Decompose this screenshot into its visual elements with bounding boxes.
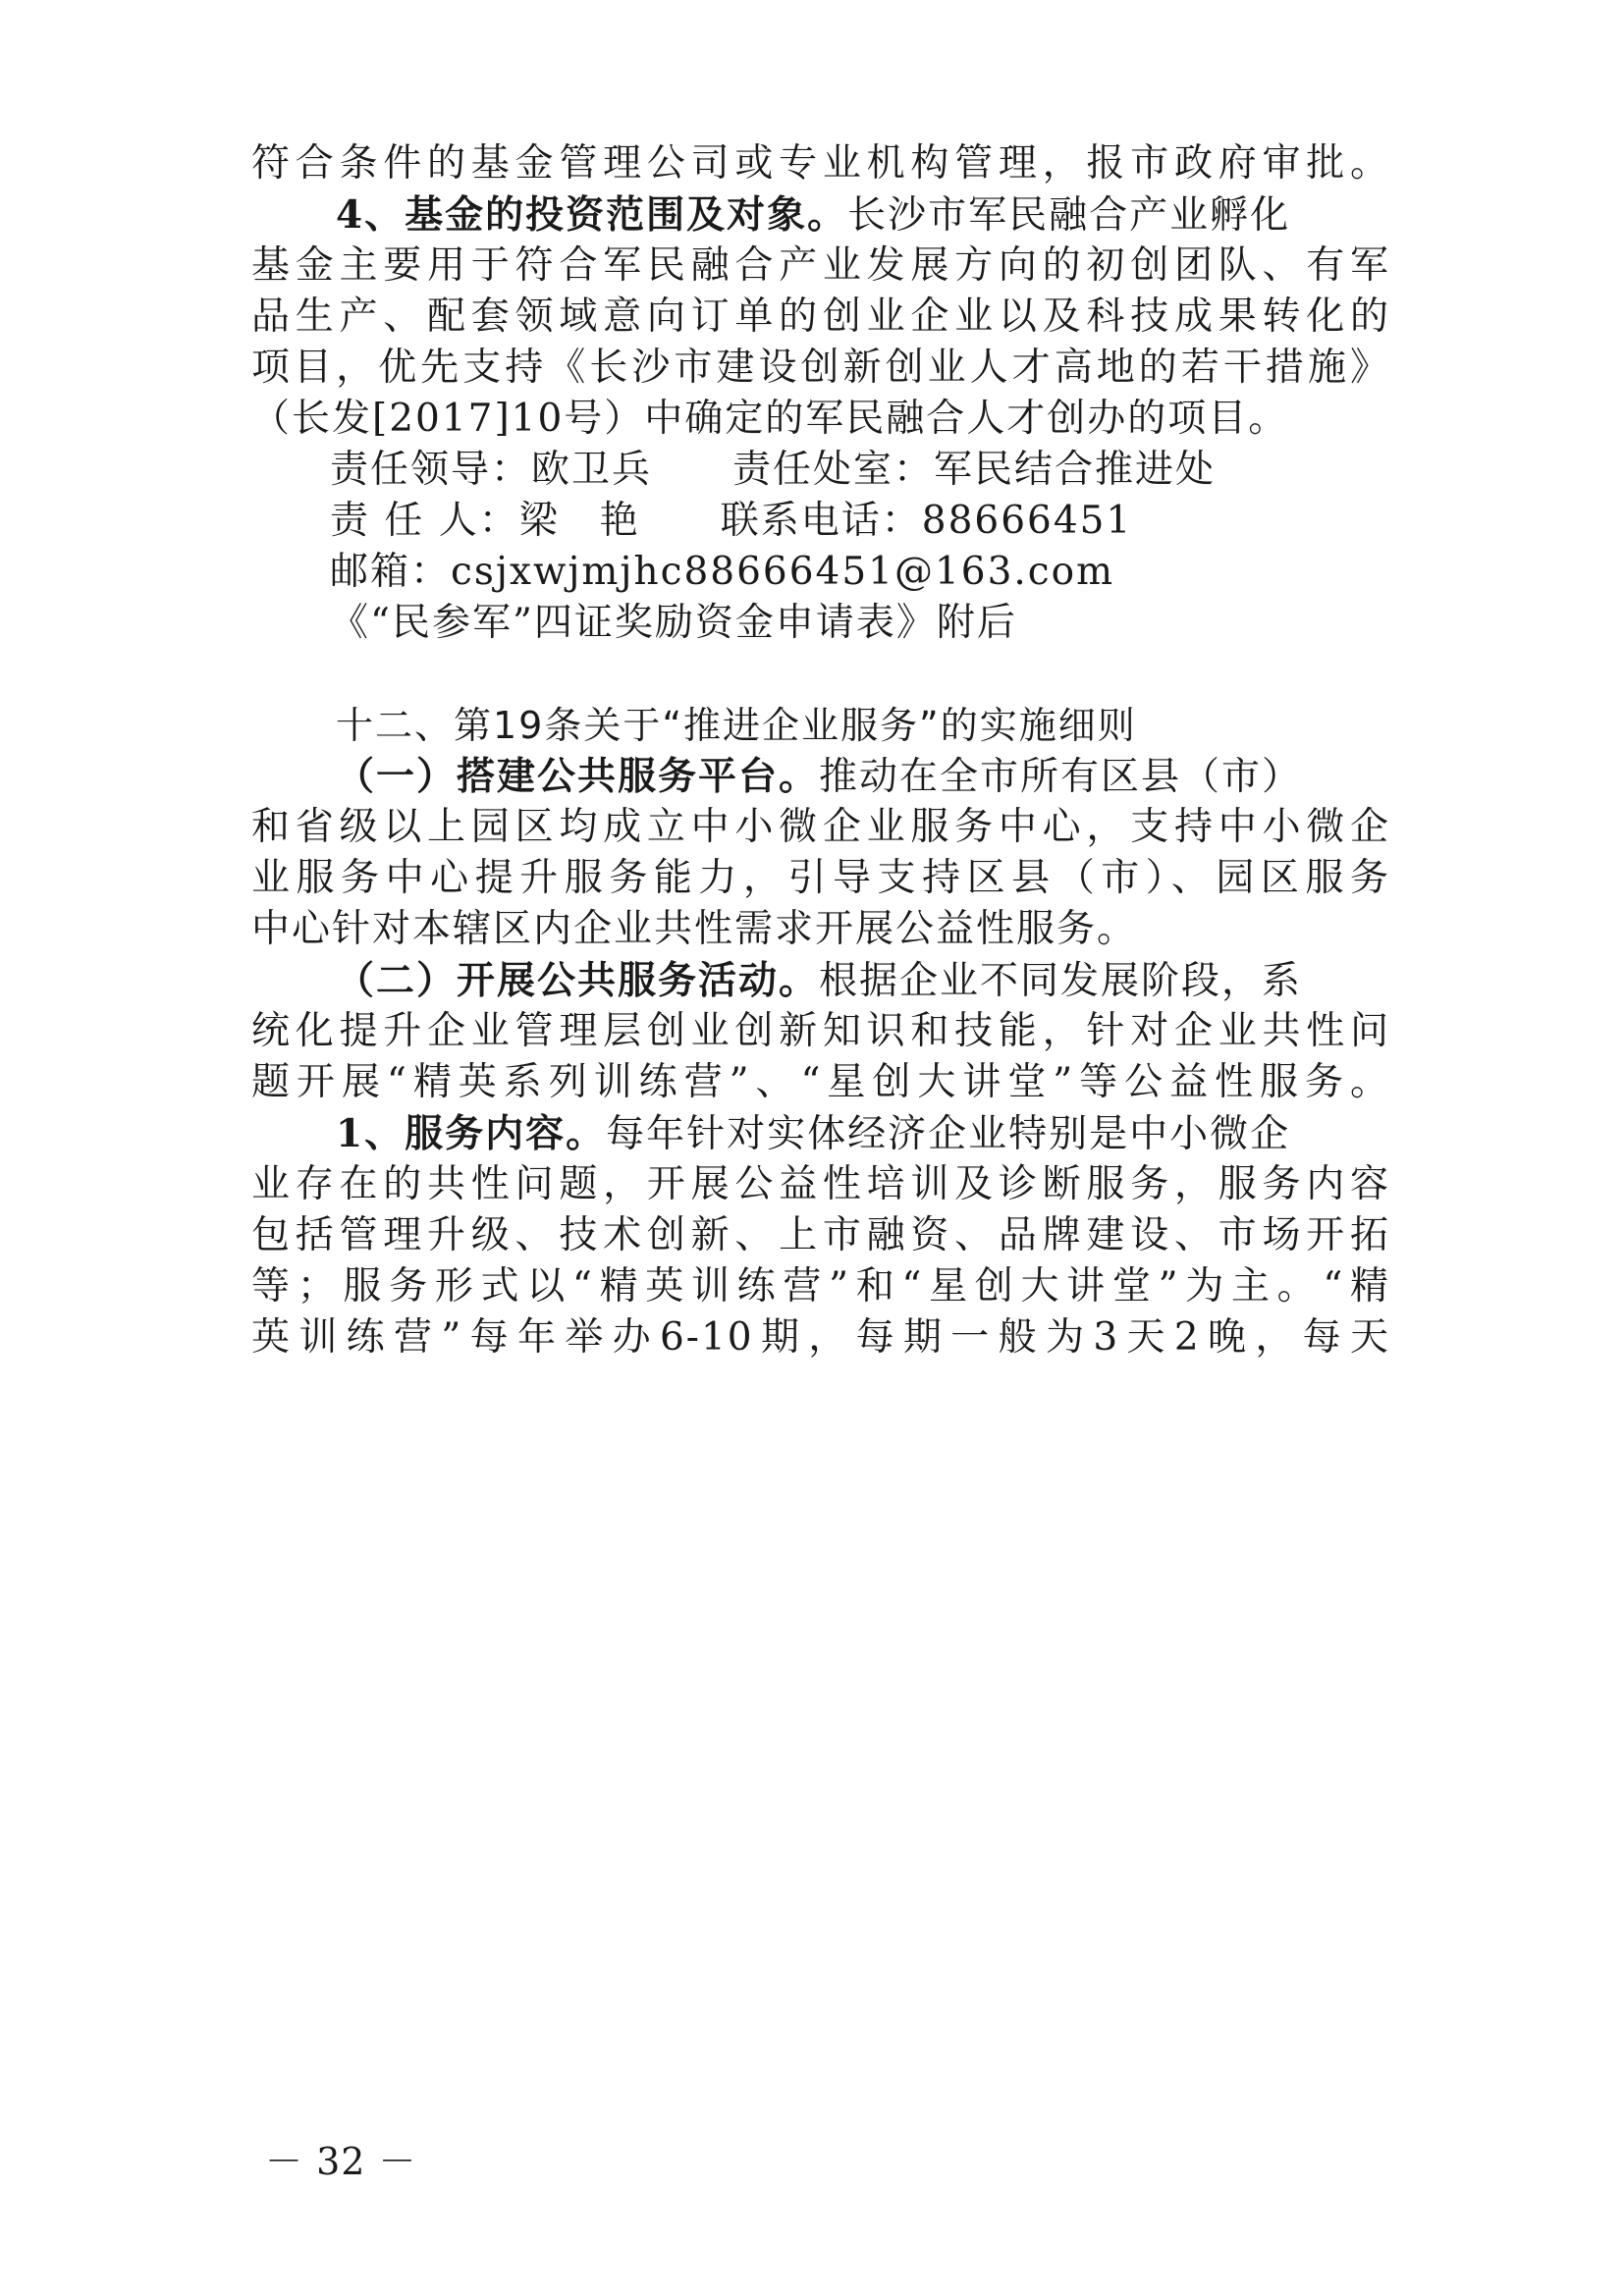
contact-email-line: 邮箱：csjxwjmjhc88666451@163.com	[330, 550, 1115, 594]
paragraph-line	[336, 953, 1390, 1009]
section-lead-bold: 4、基金的投资范围及对象。	[336, 192, 848, 238]
attachment-note-line: 《“民参军”四证奖励资金申请表》附后	[330, 601, 1017, 645]
page-number: － 32 －	[265, 2140, 417, 2183]
paragraph-text: 推动在全市所有区县（市）	[819, 755, 1303, 799]
paragraph-line: 英训练营”每年举办6-10期，每期一般为3天2晚，每天	[251, 1315, 1390, 1360]
paragraph-line: 基金主要用于符合军民融合产业发展方向的初创团队、有军	[251, 243, 1390, 288]
paragraph-text: 每年针对实体经济企业特别是中小微企	[606, 1112, 1291, 1156]
contact-leader-line: 责任领导：欧卫兵 责任处室：军民结合推进处	[330, 448, 1217, 492]
subsection-lead-bold: （二）开展公共服务活动。	[336, 958, 820, 1003]
paragraph-line: 题开展“精英系列训练营”、“星创大讲堂”等公益性服务。	[251, 1060, 1390, 1104]
contact-person-line: 责 任 人：梁 艳 联系电话：88666451	[330, 499, 1133, 543]
paragraph-line	[336, 187, 1390, 243]
paragraph-line	[336, 1106, 1390, 1162]
paragraph-line: 项目，优先支持《长沙市建设创新创业人才高地的若干措施》	[251, 346, 1390, 390]
paragraph-line: 业存在的共性问题，开展公益性培训及诊断服务，服务内容	[251, 1162, 1390, 1206]
paragraph-line: （长发[2017]10号）中确定的军民融合人才创办的项目。	[251, 397, 1289, 441]
paragraph-line: 包括管理升级、技术创新、上市融资、品牌建设、市场开拓	[251, 1213, 1390, 1257]
paragraph-line: 品生产、配套领域意向订单的创业企业以及科技成果转化的	[251, 294, 1390, 339]
paragraph-line: 符合条件的基金管理公司或专业机构管理，报市政府审批。	[251, 141, 1390, 186]
paragraph-text: 根据企业不同发展阶段，系	[819, 959, 1303, 1003]
paragraph-line: 中心针对本辖区内企业共性需求开展公益性服务。	[251, 907, 1138, 951]
paragraph-line	[336, 749, 1390, 805]
item-lead-bold: 1、服务内容。	[336, 1111, 607, 1156]
paragraph-line: 等；服务形式以“精英训练营”和“星创大讲堂”为主。“精	[251, 1264, 1390, 1308]
subsection-lead-bold: （一）搭建公共服务平台。	[336, 754, 820, 799]
paragraph-line: 业服务中心提升服务能力，引导支持区县（市）、园区服务	[251, 856, 1390, 900]
section-heading: 十二、第19条关于“推进企业服务”的实施细则	[336, 704, 1137, 747]
paragraph-text: 长沙市军民融合产业孵化	[847, 193, 1291, 238]
paragraph-line: 和省级以上园区均成立中小微企业服务中心，支持中小微企	[251, 805, 1390, 849]
paragraph-line: 统化提升企业管理层创业创新知识和技能，针对企业共性问	[251, 1009, 1390, 1053]
